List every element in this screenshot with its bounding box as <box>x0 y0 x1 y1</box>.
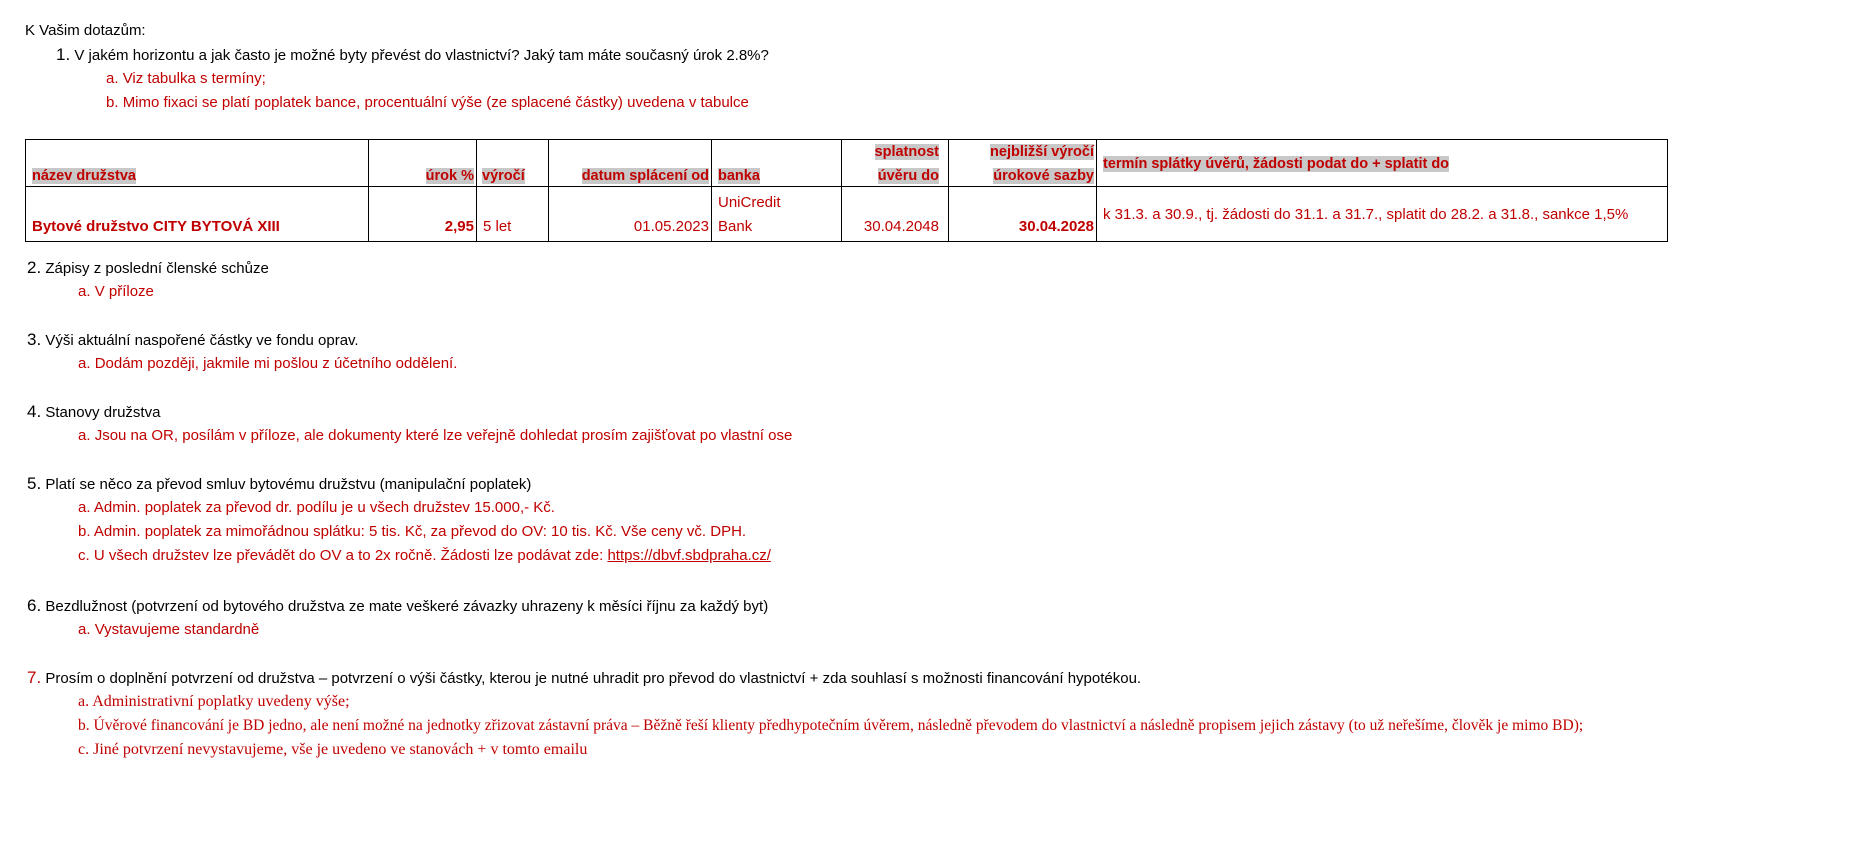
answer-mark: b. <box>78 717 90 734</box>
question-7 <box>27 668 1141 689</box>
table-header-row <box>25 139 1668 187</box>
answer-7a <box>78 692 350 712</box>
answer-text: Vystavujeme standardně <box>94 621 260 638</box>
question-text: Zápisy z poslední členské schůze <box>45 260 269 277</box>
header-bank: banka <box>718 168 760 184</box>
question-number: 1. <box>56 45 71 64</box>
answer-mark: c. <box>78 547 90 564</box>
question-3 <box>27 330 359 351</box>
header-maturity-line2: úvěru do <box>877 168 939 184</box>
cell-next-anniversary: 30.04.2028 <box>1018 218 1094 235</box>
cell-rate: 2,95 <box>444 218 474 235</box>
answer-mark: a. <box>78 355 91 372</box>
table-row <box>25 187 1668 242</box>
header-maturity: splatnost <box>874 144 939 160</box>
answer-mark: a. <box>78 283 91 300</box>
question-text: Platí se něco za převod smluv bytovému družstvu (manipulační poplatek) <box>45 476 532 493</box>
answer-text: Mimo fixaci se platí poplatek bance, procentuální výše (ze splacené částky) uvedena v tabulce <box>122 94 749 111</box>
answer-mark: b. <box>106 94 119 111</box>
question-5 <box>27 474 531 495</box>
answer-text: Jiné potvrzení nevystavujeme, vše je uvedeno ve stanovách + v tomto emailu <box>93 741 588 758</box>
answer-mark: a. <box>78 427 91 444</box>
answer-5b <box>78 522 746 542</box>
answer-text: Úvěrové financování je BD jedno, ale není možné na jednotky zřizovat zástavní práva – Běžně řeší klienty předhypotečním úvěrem, následně převodem do vlastnictví a následně propisem jejich zástavy (to už neřešíme, člověk je mimo BD); <box>93 717 1584 734</box>
answer-5a <box>78 498 555 518</box>
answer-text: Viz tabulka s termíny; <box>122 70 266 87</box>
header-repayment-term: termín splátky úvěrů, žádosti podat do + splatit do <box>1103 156 1450 172</box>
header-name: název družstva <box>32 168 136 184</box>
question-number: 2. <box>27 258 42 277</box>
cell-repayment-term: k 31.3. a 30.9., tj. žádosti do 31.1. a 31.7., splatit do 28.2. a 31.8., sankce 1,5% <box>1103 206 1629 223</box>
answer-5c <box>78 546 771 566</box>
answer-text: Admin. poplatek za převod dr. podílu je u všech družstev 15.000,- Kč. <box>93 499 555 516</box>
header-repay-from: datum splácení od <box>581 168 709 184</box>
question-6 <box>27 596 768 617</box>
answer-text: U všech družstev lze převádět do OV a to 2x ročně. Žádosti lze podávat zde: <box>93 547 608 564</box>
answer-mark: a. <box>78 499 91 516</box>
application-portal-link[interactable]: https://dbvf.sbdpraha.cz/ <box>607 547 771 564</box>
question-text: Prosím o doplnění potvrzení od družstva – potvrzení o výši částky, kterou je nutné uhradit pro převod do vlastnictví + zda souhlasí s možnosti financování hypotékou. <box>45 670 1142 687</box>
answer-2a <box>78 282 154 302</box>
cell-name: Bytové družstvo CITY BYTOVÁ XIII <box>32 218 280 235</box>
question-number: 5. <box>27 474 42 493</box>
answer-mark: c. <box>78 741 90 758</box>
header-next-anniversary: nejbližší výročí <box>990 144 1094 160</box>
question-1 <box>56 45 769 66</box>
cell-anniversary: 5 let <box>483 218 512 235</box>
question-text: Výši aktuální naspořené částky ve fondu oprav. <box>45 332 359 349</box>
question-4 <box>27 402 160 423</box>
question-number: 4. <box>27 402 42 421</box>
intro-text: K Vašim dotazům: <box>25 22 146 39</box>
header-anniversary: výročí <box>482 168 525 184</box>
cell-maturity: 30.04.2048 <box>863 218 939 235</box>
answer-6a <box>78 620 259 640</box>
answer-mark: b. <box>78 523 91 540</box>
answer-7c <box>78 740 587 760</box>
cell-bank-line2: Bank <box>718 218 753 235</box>
answer-text: Dodám později, jakmile mi pošlou z účetního oddělení. <box>94 355 458 372</box>
answer-1a <box>106 69 266 89</box>
answer-mark: a. <box>78 693 90 710</box>
question-text: V jakém horizontu a jak často je možné byty převést do vlastnictví? Jaký tam máte současný úrok 2.8%? <box>74 47 769 64</box>
question-number: 7. <box>27 668 42 687</box>
question-2 <box>27 258 269 279</box>
answer-text: Jsou na OR, posílám v příloze, ale dokumenty které lze veřejně dohledat prosím zajišťovat po vlastní ose <box>94 427 793 444</box>
answer-1b <box>106 93 749 113</box>
question-number: 3. <box>27 330 42 349</box>
answer-mark: a. <box>106 70 119 87</box>
answer-3a <box>78 354 457 374</box>
header-next-anniversary-line2: úrokové sazby <box>993 168 1094 184</box>
answer-text: Administrativní poplatky uvedeny výše; <box>92 693 350 710</box>
cooperative-loan-table <box>25 139 1668 242</box>
answer-4a <box>78 426 792 446</box>
answer-7b <box>78 716 1583 736</box>
answer-text: Admin. poplatek za mimořádnou splátku: 5 tis. Kč, za převod do OV: 10 tis. Kč. Vše ceny vč. DPH. <box>93 523 747 540</box>
question-text: Stanovy družstva <box>45 404 161 421</box>
answer-mark: a. <box>78 621 91 638</box>
header-rate: úrok % <box>425 168 474 184</box>
cell-repay-from: 01.05.2023 <box>633 218 709 235</box>
question-number: 6. <box>27 596 42 615</box>
cell-bank: UniCredit <box>718 194 781 211</box>
question-text: Bezdlužnost (potvrzení od bytového družstva ze mate veškeré závazky uhrazeny k měsíci říjnu za každý byt) <box>45 598 769 615</box>
answer-text: V příloze <box>94 283 154 300</box>
